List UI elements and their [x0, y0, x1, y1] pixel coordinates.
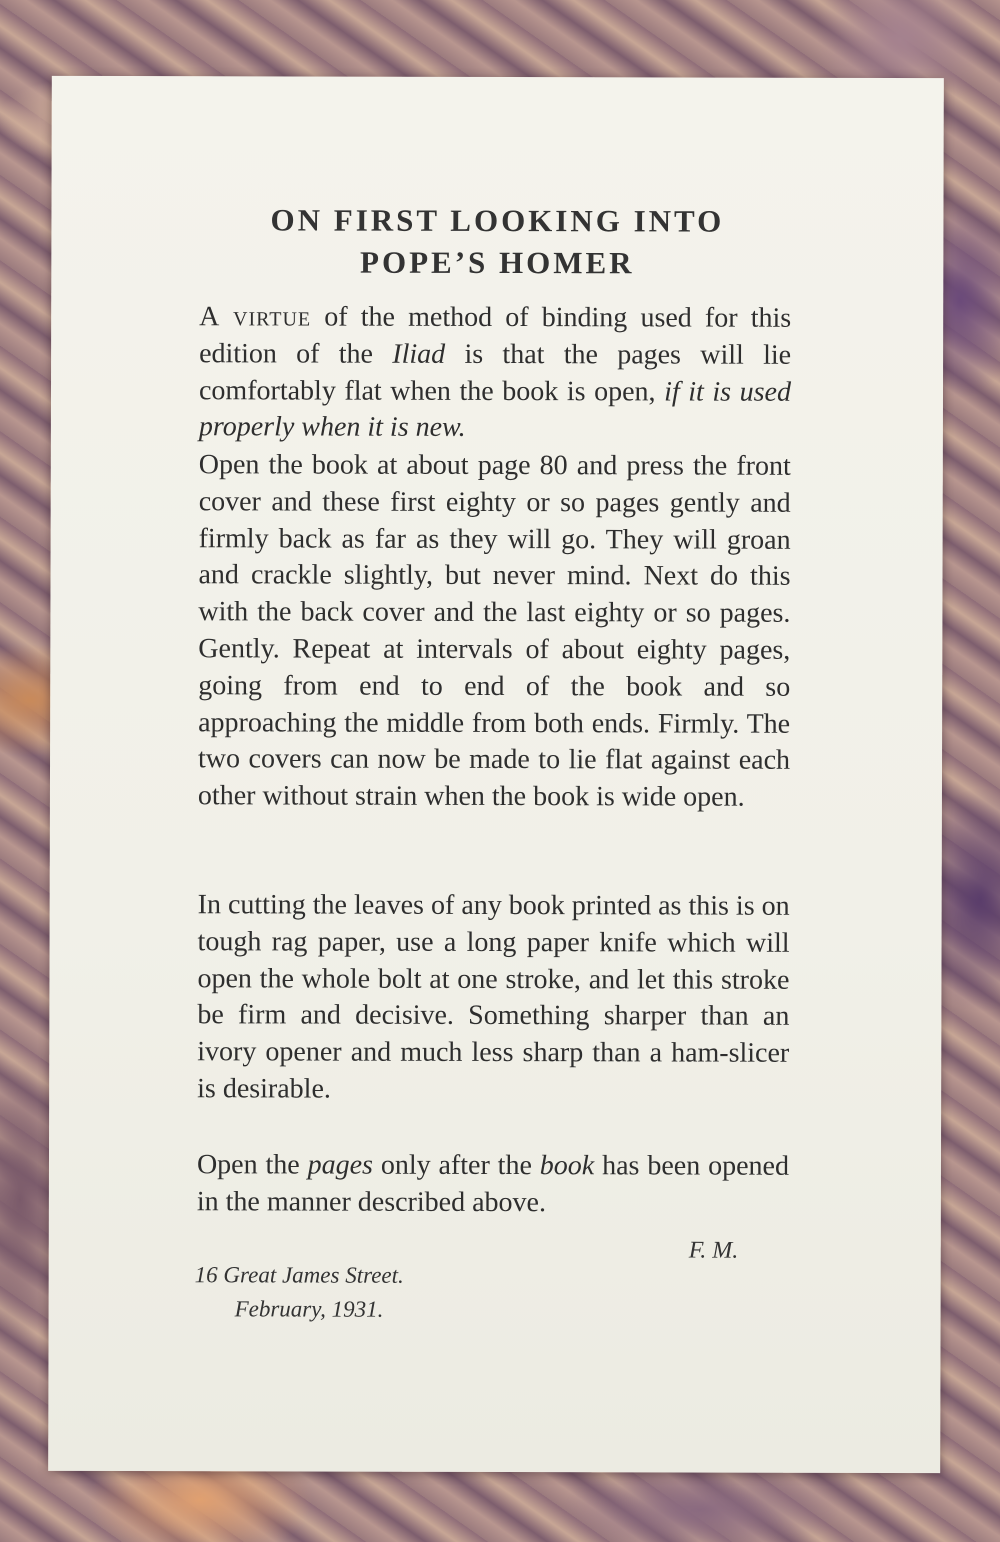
paragraph-4	[197, 1147, 789, 1222]
paragraph-1-italic-a: Iliad	[392, 338, 446, 370]
signature-initials: F. M.	[688, 1237, 739, 1264]
paragraph-4-text-b: only after the	[372, 1149, 540, 1182]
paragraph-4-italic-a: pages	[307, 1149, 374, 1181]
paragraph-1-text-a: of the method of binding used for this edition of the	[199, 301, 792, 370]
paragraph-1-italic-b: if it is used properly when it is new.	[198, 376, 792, 444]
paragraph-4-text-a: Open the	[196, 1149, 308, 1181]
paragraph-4-text-c: has been opened in the manner described above.	[196, 1150, 790, 1218]
paragraph-2: Open the book at about page 80 and press the front cover and these first eighty or so pages gently and firmly back as far as they will go. They will groan and crackle slightly, but never mind. Next do this with the back cover and the last eighty or so pages. Gently. Repeat at intervals of about eighty pages, going from end to end of the book and so approaching the middle from both ends. Firmly. The two covers can now be made to lie flat against each other without strain when the book is wide open.	[197, 449, 791, 813]
paragraph-1-lead: A virtue	[199, 301, 312, 333]
title-line-2: POPE’S HOMER	[360, 244, 635, 281]
date-line: February, 1931.	[234, 1296, 384, 1322]
title-line-1: ON FIRST LOOKING INTO	[270, 202, 725, 239]
address-line: 16 Great James Street.	[194, 1262, 404, 1288]
paragraph-1	[199, 299, 791, 448]
paragraph-1-text-b: is that the pages will lie comfortably flat when the book is open,	[198, 338, 792, 408]
printed-leaflet	[48, 76, 944, 1473]
paragraph-4-italic-b: book	[539, 1150, 595, 1182]
paragraph-3: In cutting the leaves of any book printed as this is on tough rag paper, use a long paper knife which will open the whole bolt at one stroke, and let this stroke be firm and decisive. Something sharper than an ivory opener and much less sharp than a ham-slicer is desirable.	[197, 889, 790, 1105]
